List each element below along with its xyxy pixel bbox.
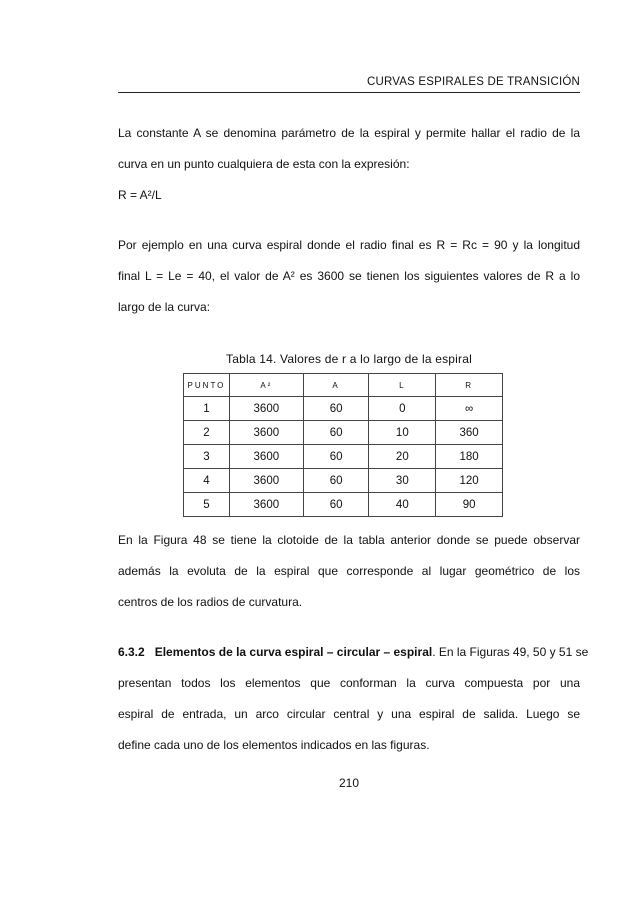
section-number: 6.3.2 bbox=[118, 645, 145, 659]
table-row bbox=[184, 397, 503, 421]
table-cell: 40 bbox=[369, 493, 436, 517]
table-cell: 90 bbox=[436, 493, 503, 517]
table-cell: 3600 bbox=[229, 445, 303, 469]
text-line: presentan todos los elementos que conforman la curva compuesta por una bbox=[118, 676, 580, 690]
table-cell: 4 bbox=[184, 469, 230, 493]
column-header-punto: PUNTO bbox=[184, 374, 230, 397]
formula-line: R = A²/L bbox=[118, 188, 162, 202]
table-row bbox=[184, 493, 503, 517]
text-line: final L = Le = 40, el valor de A² es 3600 se tienen los siguientes valores de R a lo bbox=[118, 269, 580, 283]
table-cell: 360 bbox=[436, 421, 503, 445]
table-cell: 1 bbox=[184, 397, 230, 421]
table-row bbox=[184, 445, 503, 469]
table-header-row bbox=[184, 374, 503, 397]
text-line: En la Figura 48 se tiene la clotoide de la tabla anterior donde se puede observar bbox=[118, 533, 580, 547]
column-header-a-squared: A² bbox=[229, 374, 303, 397]
text-line: largo de la curva: bbox=[118, 300, 211, 314]
section-heading-line bbox=[118, 645, 589, 660]
text-line: centros de los radios de curvatura. bbox=[118, 595, 303, 609]
table-cell: 0 bbox=[369, 397, 436, 421]
column-header-l: L bbox=[369, 374, 436, 397]
text-line: define cada uno de los elementos indicados en las figuras. bbox=[118, 738, 430, 752]
table-cell: 5 bbox=[184, 493, 230, 517]
section-intro-text: . En la Figuras 49, 50 y 51 se bbox=[432, 645, 589, 659]
table-cell: 3 bbox=[184, 445, 230, 469]
table-cell: 3600 bbox=[229, 421, 303, 445]
table-cell: 3600 bbox=[229, 469, 303, 493]
table-cell: 60 bbox=[303, 421, 369, 445]
table-cell: 30 bbox=[369, 469, 436, 493]
text-line: espiral de entrada, un arco circular central y una espiral de salida. Luego se bbox=[118, 707, 580, 721]
table-cell: 2 bbox=[184, 421, 230, 445]
table-cell: 180 bbox=[436, 445, 503, 469]
column-header-a: A bbox=[303, 374, 369, 397]
text-line: además la evoluta de la espiral que corresponde al lugar geométrico de los bbox=[118, 564, 580, 578]
table-cell: 60 bbox=[303, 469, 369, 493]
table-cell: 3600 bbox=[229, 493, 303, 517]
table-cell: 20 bbox=[369, 445, 436, 469]
header-rule bbox=[118, 92, 580, 93]
table-cell: 60 bbox=[303, 445, 369, 469]
table-row bbox=[184, 469, 503, 493]
table-caption: Tabla 14. Valores de r a lo largo de la espiral bbox=[226, 352, 472, 366]
section-6-3-2 bbox=[118, 645, 589, 753]
section-title: Elementos de la curva espiral – circular – espiral bbox=[154, 645, 433, 659]
table-cell: 120 bbox=[436, 469, 503, 493]
paragraph-figure-reference bbox=[118, 533, 580, 610]
text-line: La constante A se denomina parámetro de la espiral y permite hallar el radio de la bbox=[118, 126, 580, 140]
running-header: CURVAS ESPIRALES DE TRANSICIÓN bbox=[366, 76, 580, 88]
text-line: curva en un punto cualquiera de esta con la expresión: bbox=[118, 157, 410, 171]
text-line: Por ejemplo en una curva espiral donde el radio final es R = Rc = 90 y la longitud bbox=[118, 238, 580, 252]
column-header-r: R bbox=[436, 374, 503, 397]
table-row bbox=[184, 421, 503, 445]
table-cell: 60 bbox=[303, 493, 369, 517]
table-cell: ∞ bbox=[436, 397, 503, 421]
table-cell: 10 bbox=[369, 421, 436, 445]
table-cell: 60 bbox=[303, 397, 369, 421]
paragraph-example bbox=[118, 238, 580, 315]
values-table bbox=[183, 373, 503, 517]
table-cell: 3600 bbox=[229, 397, 303, 421]
paragraph-parameter-definition bbox=[118, 126, 580, 203]
page-number: 210 bbox=[338, 776, 360, 790]
